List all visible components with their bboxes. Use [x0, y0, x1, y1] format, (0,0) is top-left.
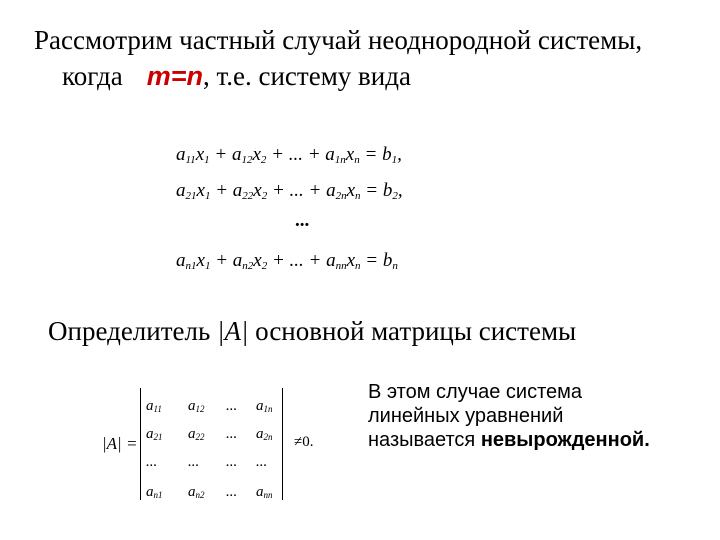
note-line-3-start: называется: [368, 429, 476, 451]
matrix-cell-letter: a: [188, 484, 196, 500]
matrix-cell-index: 21: [153, 432, 163, 442]
determinant-rhs: ≠0.: [294, 434, 314, 450]
matrix-cell: [256, 454, 267, 471]
matrix-cell-index: n1: [153, 490, 163, 500]
intro-text: [34, 22, 642, 94]
matrix-cell-letter: a: [256, 484, 264, 500]
coef-term-index: n1: [185, 260, 197, 272]
rhs-term-index: n: [392, 260, 398, 272]
coef-term: [233, 250, 254, 271]
matrix-cell-letter: a: [146, 484, 154, 500]
equals-sign: =: [359, 144, 383, 165]
matrix-cell: [226, 484, 237, 501]
matrix-cell: [146, 426, 163, 443]
var-term: [252, 144, 266, 165]
matrix-cell-letter: a: [146, 398, 154, 414]
ellipsis: ...: [289, 250, 304, 271]
matrix-cell: [256, 426, 273, 443]
matrix-cell-letter: ...: [146, 454, 158, 470]
rhs-term-letter: b: [382, 144, 392, 165]
determinant-left-bar: [140, 388, 141, 500]
plus-sign: +: [210, 250, 233, 271]
ellipsis: ...: [289, 180, 304, 201]
matrix-cell-letter: a: [256, 426, 264, 442]
coef-term-letter: a: [231, 144, 242, 165]
matrix-cell: [188, 484, 205, 501]
var-term-letter: x: [346, 250, 356, 271]
note-nondegenerate: невырожденной.: [480, 429, 650, 451]
note-text: [368, 380, 650, 452]
var-term-letter: x: [252, 144, 261, 165]
var-term: [253, 250, 267, 271]
coef-term: [176, 144, 196, 165]
matrix-cell-index: 1n: [263, 404, 273, 414]
coef-term-index: 11: [185, 154, 196, 166]
plus-sign: +: [209, 144, 232, 165]
coef-term: [326, 180, 347, 201]
matrix-cell-letter: ...: [226, 484, 238, 500]
determinant-label: [48, 316, 576, 347]
plus-sign: +: [303, 180, 327, 201]
rhs-term: [382, 144, 397, 165]
intro-when: когда: [62, 61, 123, 91]
plus-sign: +: [267, 180, 290, 201]
plus-sign: +: [210, 180, 233, 201]
note-line-1: В этом случае система: [368, 381, 583, 403]
intro-tail: , т.е. систему вида: [202, 61, 411, 91]
coef-term-letter: a: [326, 250, 336, 271]
var-term-index: 1: [204, 260, 211, 272]
equals-sign: =: [360, 180, 383, 201]
coef-term-index: nn: [335, 260, 347, 272]
rhs-term-letter: b: [382, 180, 393, 201]
matrix-cell: [256, 484, 273, 501]
rhs-term: [383, 250, 398, 271]
coef-term-index: 22: [242, 190, 254, 202]
var-term-letter: x: [253, 250, 262, 271]
determinant-lhs: |A| =: [102, 434, 138, 453]
intro-highlight-m-eq-n: m=n: [146, 61, 203, 91]
var-term-letter: x: [195, 144, 205, 165]
matrix-cell-index: 12: [195, 404, 205, 414]
matrix-cell-index: n2: [195, 490, 205, 500]
matrix-cell-index: nn: [263, 490, 273, 500]
matrix-cell-letter: a: [188, 398, 196, 414]
plus-sign: +: [267, 250, 290, 271]
coef-term-letter: a: [232, 250, 243, 271]
coef-term-letter: a: [325, 144, 335, 165]
matrix-cell-index: 2n: [263, 432, 273, 442]
intro-line-2: [34, 58, 642, 94]
var-term: [347, 180, 361, 201]
rhs-term: [383, 180, 398, 201]
matrix-cell-letter: ...: [226, 426, 238, 442]
intro-line-1: Рассмотрим частный случай неоднородной системы,: [34, 25, 643, 55]
var-term: [196, 144, 210, 165]
plus-sign: +: [302, 144, 326, 165]
rhs-term-letter: b: [382, 250, 393, 271]
var-term-letter: x: [346, 180, 356, 201]
matrix-cell: [188, 454, 199, 471]
matrix-cell: [146, 398, 162, 415]
var-term: [197, 250, 211, 271]
matrix-cell-letter: a: [188, 426, 196, 442]
rhs-term-index: 1: [391, 154, 398, 166]
var-term-letter: x: [196, 180, 205, 201]
matrix-cell-index: 11: [153, 404, 162, 414]
matrix-cell: [146, 484, 163, 501]
ellipsis: ...: [288, 144, 303, 165]
coef-term-index: 12: [241, 154, 253, 166]
coef-term-index: n2: [242, 260, 254, 272]
matrix-cell-letter: ...: [226, 398, 238, 414]
coef-term: [325, 144, 346, 165]
row-end: ,: [397, 180, 403, 201]
var-term: [253, 180, 267, 201]
coef-term-index: 21: [185, 190, 197, 202]
var-term: [197, 180, 211, 201]
var-term-index: 2: [261, 190, 268, 202]
matrix-cell: [226, 454, 237, 471]
var-term-letter: x: [345, 144, 355, 165]
matrix-cell-letter: a: [146, 426, 154, 442]
equation-row-2: [176, 180, 403, 202]
matrix-cell-letter: a: [256, 398, 264, 414]
var-term: [347, 250, 361, 271]
coef-term-letter: a: [232, 180, 243, 201]
matrix-cell-letter: ...: [188, 454, 200, 470]
determinant-right-bar: [282, 388, 283, 500]
matrix-cell: [256, 398, 273, 415]
var-term-index: 2: [260, 154, 267, 166]
var-term-index: 1: [204, 190, 211, 202]
coef-term: [233, 180, 254, 201]
var-term: [346, 144, 360, 165]
matrix-cell: [188, 426, 205, 443]
var-term-index: n: [355, 260, 361, 272]
matrix-cell: [188, 398, 205, 415]
note-line-3: [368, 428, 650, 452]
coef-term-index: 2n: [335, 190, 347, 202]
row-end: ,: [397, 144, 402, 165]
coef-term: [326, 250, 347, 271]
coef-term: [176, 250, 197, 271]
system-ellipsis: ...: [295, 210, 310, 231]
var-term-index: n: [354, 154, 360, 166]
matrix-cell: [226, 426, 237, 443]
matrix-cell: [226, 398, 237, 415]
var-term-index: 1: [204, 154, 210, 166]
plus-sign: +: [303, 250, 327, 271]
matrix-cell-index: 22: [195, 432, 205, 442]
coef-term: [232, 144, 253, 165]
determinant-matrix: [102, 388, 362, 508]
determinant-label-after: основной матрицы системы: [255, 316, 577, 346]
var-term-index: n: [355, 190, 361, 202]
var-term-letter: x: [253, 180, 262, 201]
coef-term-letter: a: [176, 250, 186, 271]
note-line-2: линейных уравнений: [368, 405, 564, 427]
matrix-cell: [146, 454, 157, 471]
coef-term-letter: a: [326, 180, 336, 201]
coef-term-letter: a: [176, 180, 186, 201]
equation-row-n: [176, 250, 398, 272]
determinant-symbol: |A|: [217, 316, 249, 346]
determinant-label-before: Определитель: [48, 316, 211, 346]
var-term-letter: x: [196, 250, 205, 271]
var-term-index: 2: [261, 260, 268, 272]
rhs-term-index: 2: [392, 190, 398, 202]
plus-sign: +: [266, 144, 289, 165]
coef-term-index: 1n: [334, 154, 346, 166]
equals-sign: =: [360, 250, 383, 271]
coef-term-letter: a: [176, 144, 186, 165]
equation-row-1: [176, 144, 402, 166]
matrix-cell-letter: ...: [256, 454, 268, 470]
matrix-cell-letter: ...: [226, 454, 238, 470]
coef-term: [176, 180, 197, 201]
